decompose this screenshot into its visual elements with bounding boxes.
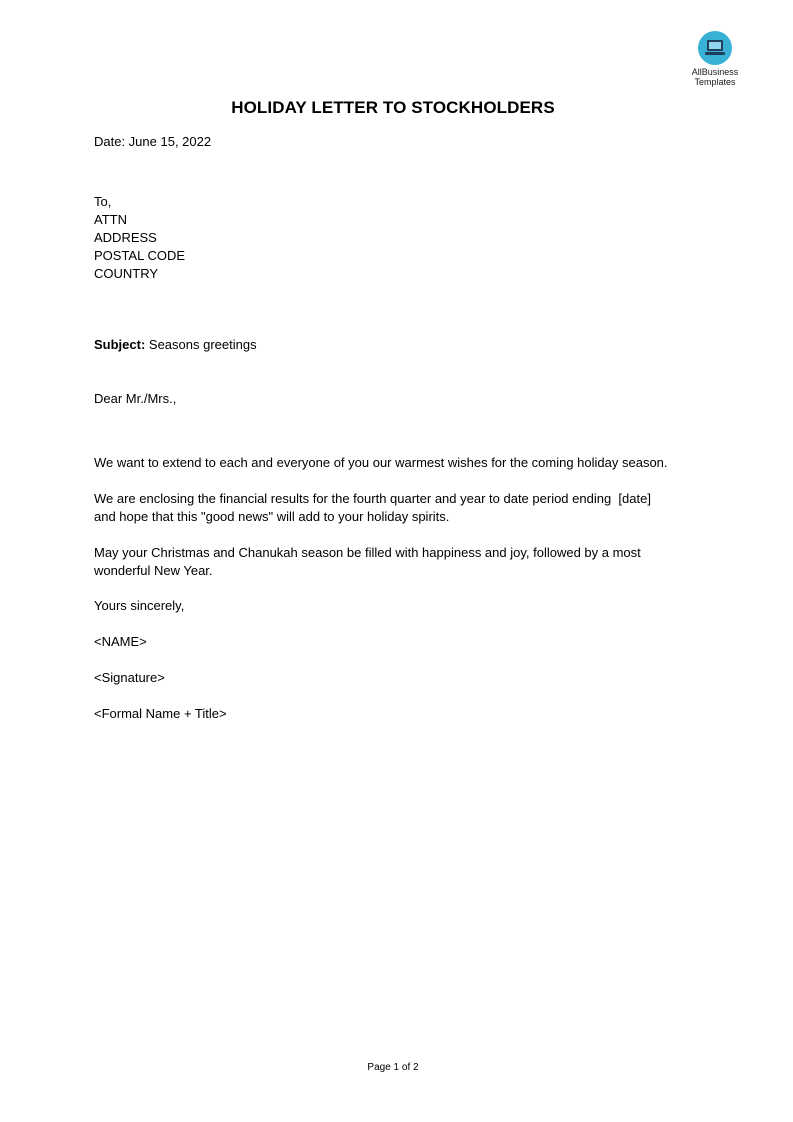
brand-name xyxy=(684,67,746,87)
address-line: ADDRESS xyxy=(94,230,157,245)
paragraph-3: May your Christmas and Chanukah season be filled with happiness and joy, followed by a most wonderful New Year. xyxy=(94,545,641,578)
subject-label: Subject: xyxy=(94,337,146,352)
subject-line xyxy=(94,336,694,354)
address-to: To, xyxy=(94,194,112,209)
name-placeholder: <NAME> xyxy=(94,634,147,649)
brand-logo xyxy=(684,31,746,87)
signature-placeholder: <Signature> xyxy=(94,670,165,685)
closing: Yours sincerely, xyxy=(94,598,185,613)
address-attn: ATTN xyxy=(94,212,127,227)
document-title: HOLIDAY LETTER TO STOCKHOLDERS xyxy=(231,98,555,117)
brand-line-2: Templates xyxy=(694,77,736,87)
salutation: Dear Mr./Mrs., xyxy=(94,391,177,406)
date-line: Date: June 15, 2022 xyxy=(94,134,212,149)
laptop-icon xyxy=(698,31,732,65)
address-postal-code: POSTAL CODE xyxy=(94,248,186,263)
paragraph-1: We want to extend to each and everyone of you our warmest wishes for the coming holiday season. xyxy=(94,455,668,470)
brand-line-1: AllBusiness xyxy=(691,67,739,77)
page-number: Page 1 of 2 xyxy=(367,1062,419,1073)
formal-name-placeholder: <Formal Name + Title> xyxy=(94,706,227,721)
paragraph-2: We are enclosing the financial results for the fourth quarter and year to date period ending [date] and hope that this "good news" will add to your holiday spirits. xyxy=(94,491,651,524)
address-country: COUNTRY xyxy=(94,266,159,281)
subject-value: Seasons greetings xyxy=(145,337,257,352)
